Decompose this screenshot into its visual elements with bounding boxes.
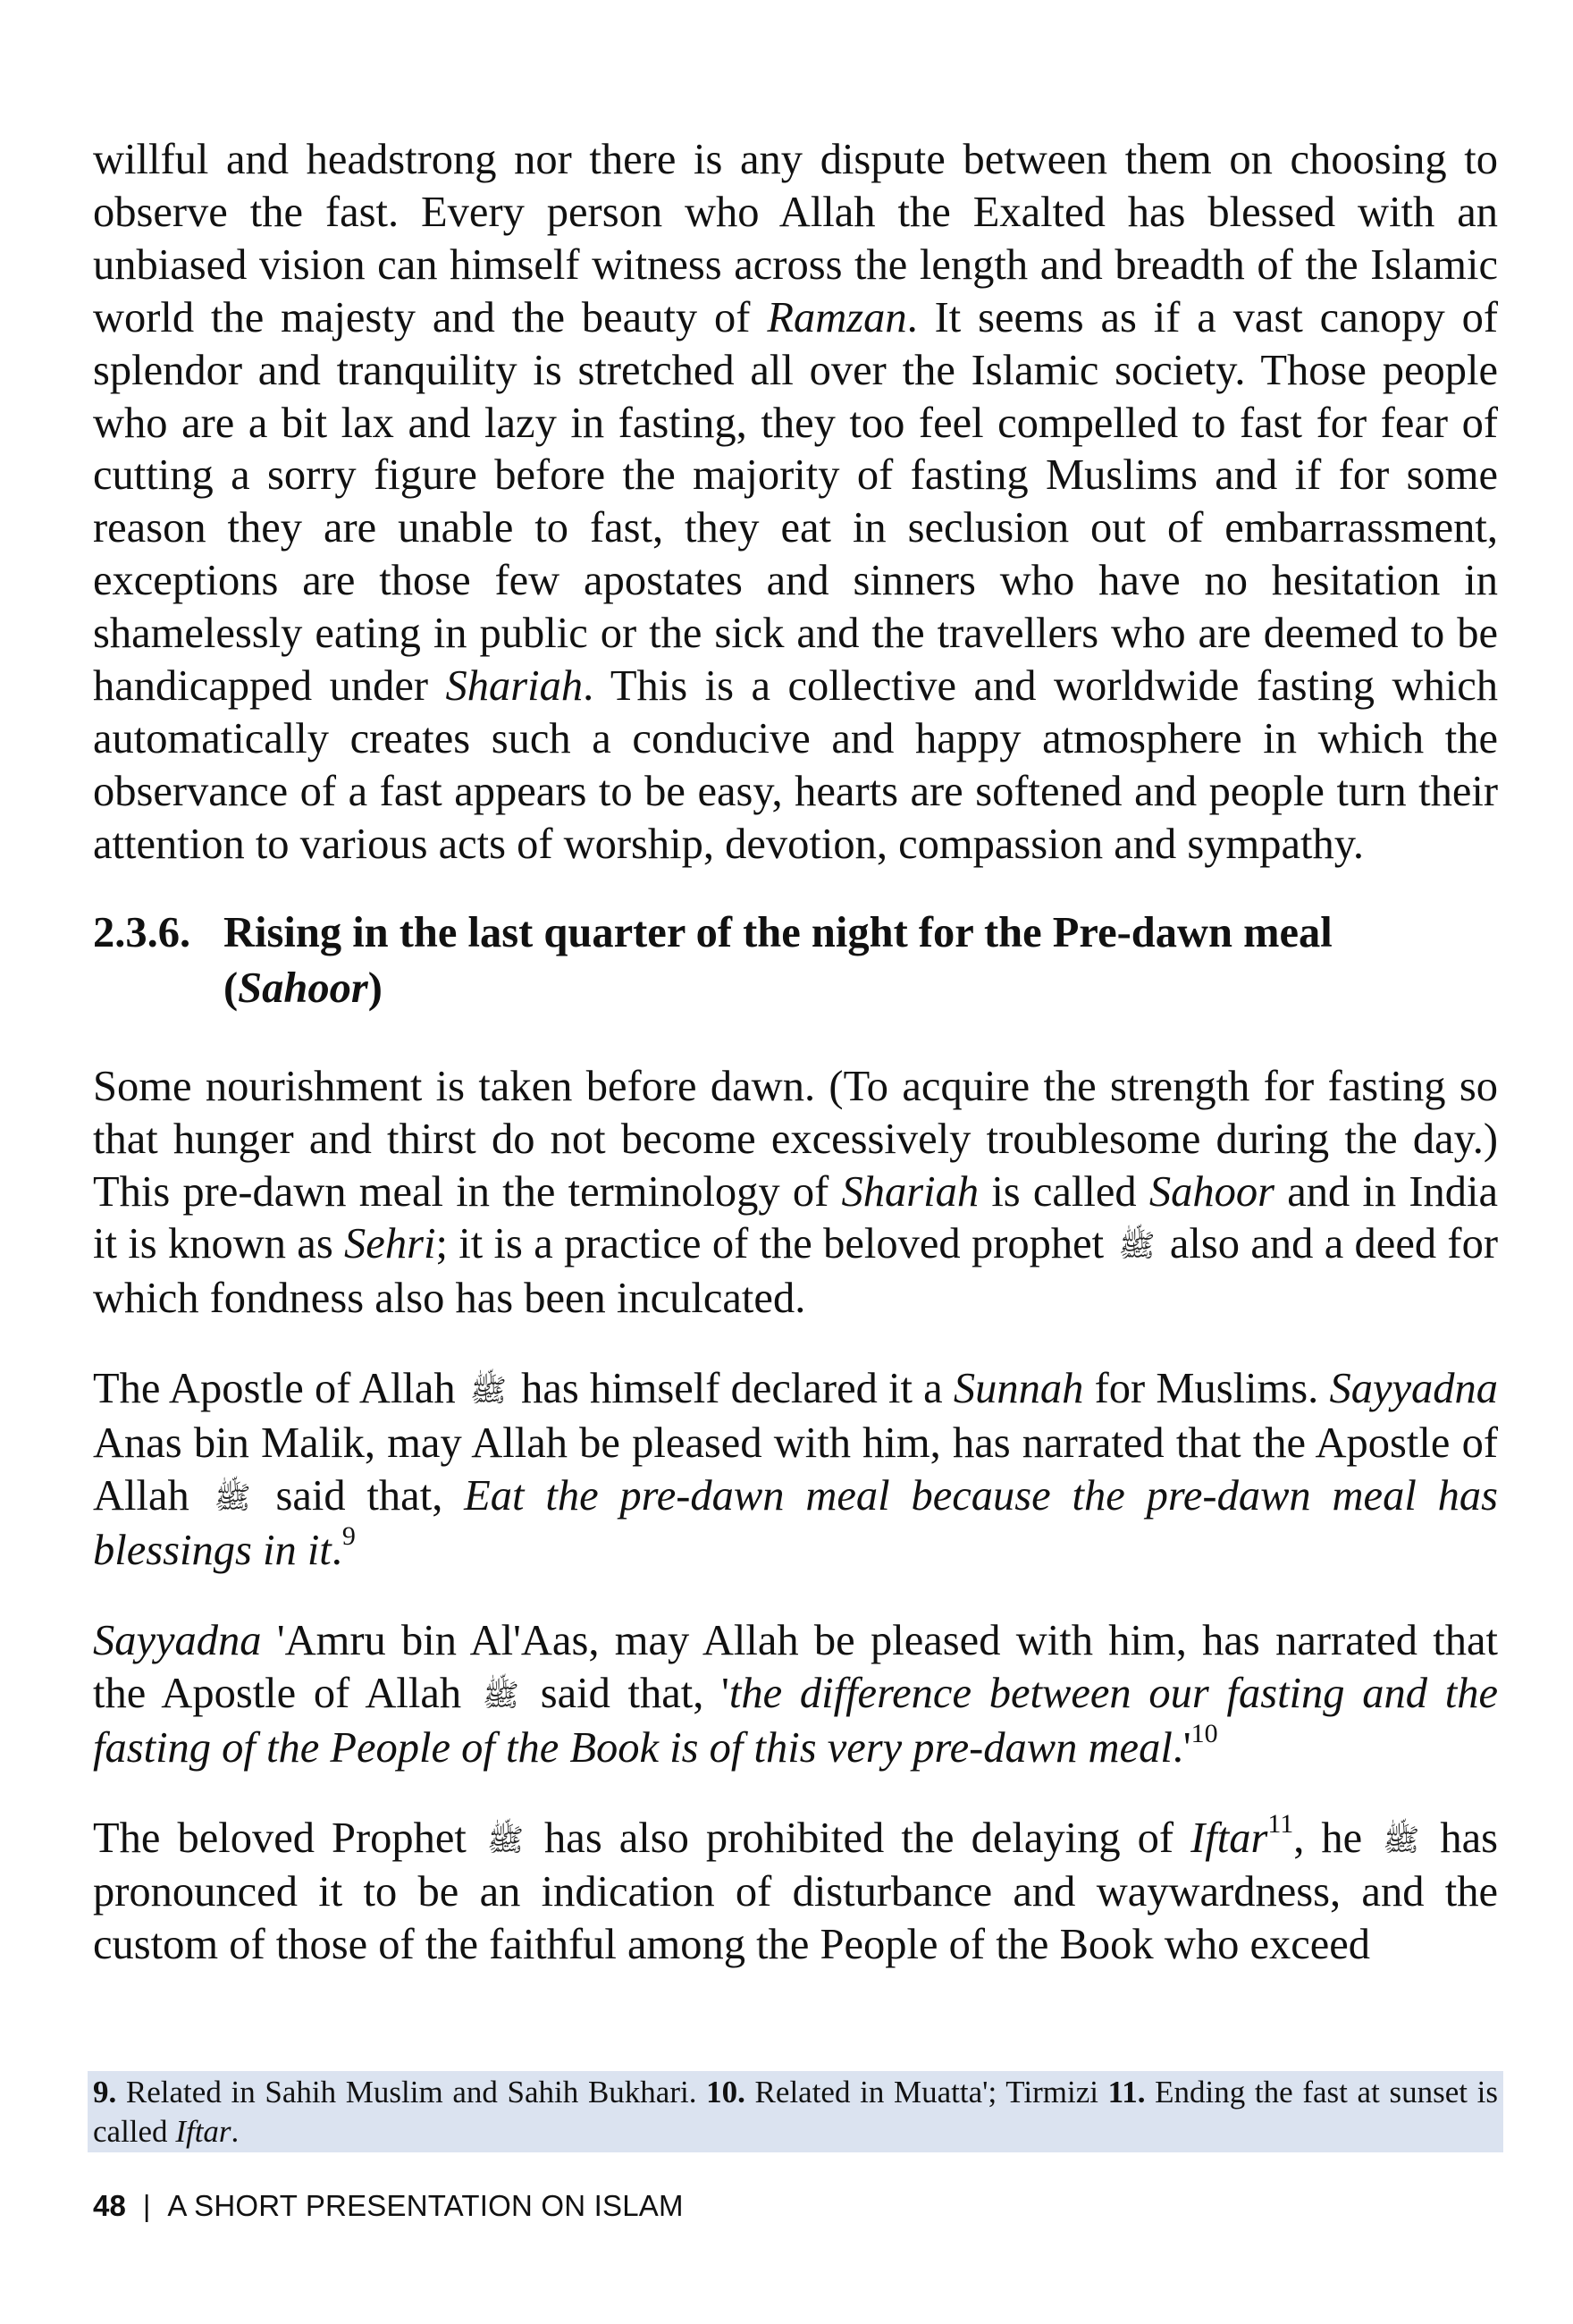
- page-content: [93, 134, 1498, 1972]
- salutation-glyph: ﷺ: [1118, 1228, 1156, 1265]
- section-title: Rising in the last quarter of the night for the Pre-dawn meal (Sahoor): [223, 908, 1333, 1012]
- footnote-number-11: 11.: [1107, 2075, 1146, 2109]
- salutation-glyph: ﷺ: [1383, 1822, 1420, 1858]
- paragraph-sahoor-definition: Some nourishment is taken before dawn. (To acquire the strength for fasting so that hunger and thirst do not become excessively troublesome during the day.) This pre-dawn meal in the terminology of Shariah is called Sahoor and in India it is known as Sehri; it is a practice of the beloved prophet ﷺ also and a deed for which fondness also has been inculcated.: [93, 1062, 1499, 1323]
- salutation-glyph: ﷺ: [486, 1822, 525, 1858]
- section-heading: [93, 905, 1498, 1016]
- paragraph-ramzan-atmosphere: willful and headstrong nor there is any dispute between them on choosing to observe the fast. Every person who Allah the Exalted has blessed with an unbiased vision can himself witness across the length and breadth of the Islamic world the majesty and the beauty of Ramzan. It seems as if a vast canopy of splendor and tranquility is stretched all over the Islamic society. Those people who are a bit lax and lazy in fasting, they too feel compelled to fast for fear of cutting a sorry figure before the majority of fasting Muslims and if for some reason they are unable to fast, they eat in seclusion out of embarrassment, exceptions are those few apostates and sinners who have no hesitation in shamelessly eating in public or the sick and the travellers who are deemed to be handicapped under Shariah. This is a collective and worldwide fasting which automatically creates such a conducive and happy atmosphere in which the observance of a fast appears to be easy, hearts are softened and people turn their attention to various acts of worship, devotion, compassion and sympathy.: [93, 136, 1498, 868]
- paragraph-sunnah-anas: The Apostle of Allah ﷺ has himself declared it a Sunnah for Muslims. Sayyadna Anas bin Malik, may Allah be pleased with him, has narrated that the Apostle of Allah ﷺ said that, Eat the pre-dawn meal because the pre-dawn meal has blessings in it.$^9$: [93, 1365, 1498, 1574]
- footnotes-box: 9. Related in Sahih Muslim and Sahih Bukhari. 10. Related in Muatta'; Tirmizi 11. Ending the fast at sunset is called Iftar.: [88, 2071, 1503, 2152]
- footer-separator: |: [142, 2189, 151, 2222]
- salutation-glyph: ﷺ: [482, 1677, 519, 1714]
- book-title: A SHORT PRESENTATION ON ISLAM: [167, 2189, 684, 2222]
- paragraph-iftar-delay: The beloved Prophet ﷺ has also prohibited the delaying of Iftar$^{11}$, he ﷺ has pronounced it to be an indication of disturbance and waywardness, and the custom of those of the faithful among the People of the Book who exceed: [93, 1808, 1499, 1969]
- footnote-number-10: 10.: [706, 2075, 745, 2109]
- footnote-ref-11[interactable]: 11: [1267, 1808, 1294, 1839]
- page-footer: [93, 2189, 684, 2223]
- salutation-glyph: ﷺ: [469, 1373, 507, 1410]
- section-number: 2.3.6.: [93, 908, 191, 956]
- footnote-number-9: 9.: [93, 2075, 117, 2109]
- footnote-ref-9[interactable]: 9: [341, 1520, 356, 1551]
- paragraph-amru-narration: Sayyadna 'Amru bin Al'Aas, may Allah be pleased with him, has narrated that the Apostle of Allah ﷺ said that, 'the difference between our fasting and the fasting of the People of the Book is of this very pre-dawn $meal.'^{10}$: [93, 1616, 1498, 1772]
- salutation-glyph: ﷺ: [214, 1480, 251, 1517]
- page-number: 48: [93, 2189, 127, 2222]
- footnote-ref-10[interactable]: 10: [1190, 1718, 1218, 1748]
